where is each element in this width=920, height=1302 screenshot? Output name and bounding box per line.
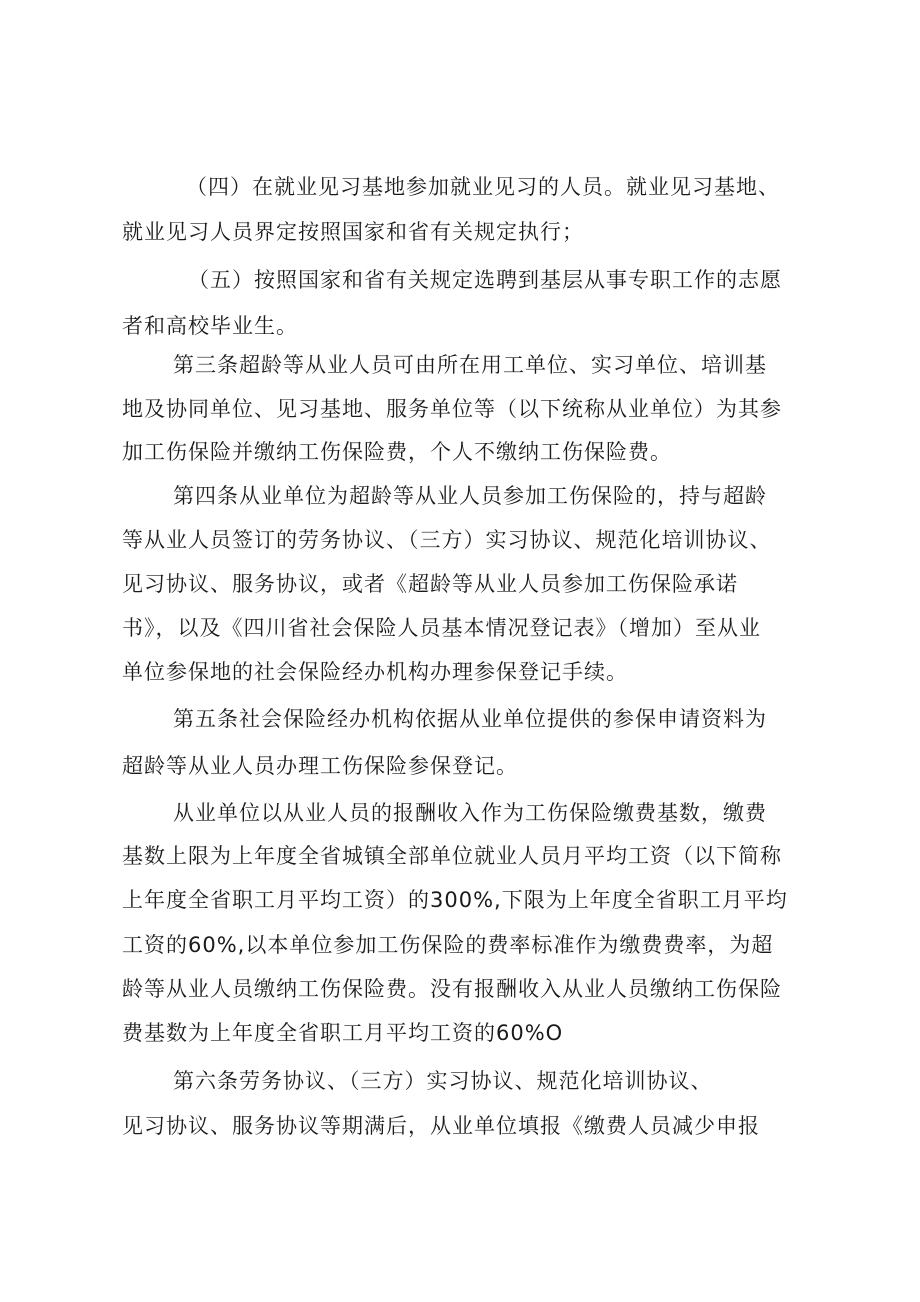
text-line: 龄等从业人员缴纳工伤保险费。没有报酬收入从业人员缴纳工伤保险 bbox=[122, 977, 782, 1001]
text-line: 工资的60%,以本单位参加工伤保险的费率标准作为缴费费率，为超 bbox=[122, 933, 774, 957]
text-line: 超龄等从业人员办理工伤保险参保登记。 bbox=[122, 754, 518, 778]
text-line: 见习协议、服务协议，或者《超龄等从业人员参加工伤保险承诺 bbox=[122, 572, 738, 596]
text-line: 地及协同单位、见习基地、服务单位等（以下统称从业单位）为其参 bbox=[122, 397, 782, 421]
text-line: （五）按照国家和省有关规定选聘到基层从事专职工作的志愿 bbox=[188, 268, 782, 292]
text-line: 费基数为上年度全省职工月平均工资的60%O bbox=[122, 1021, 564, 1045]
text-line: 者和高校毕业生。 bbox=[122, 314, 298, 338]
text-line: 等从业人员签订的劳务协议、（三方）实习协议、规范化培训协议、 bbox=[122, 528, 772, 552]
text-line: 从业单位以从业人员的报酬收入作为工伤保险缴费基数，缴费 bbox=[173, 801, 767, 825]
text-line: 第六条劳务协议、（三方）实习协议、规范化培训协议、 bbox=[173, 1069, 713, 1093]
text-line: 书》，以及《四川省社会保险人员基本情况登记表》（增加）至从业 bbox=[122, 616, 761, 640]
text-line: 加工伤保险并缴纳工伤保险费，个人不缴纳工伤保险费。 bbox=[122, 440, 672, 464]
text-line: 第三条超龄等从业人员可由所在用工单位、实习单位、培训基 bbox=[173, 353, 767, 377]
text-line: 第四条从业单位为超龄等从业人员参加工伤保险的，持与超龄 bbox=[173, 484, 767, 508]
text-line: 上年度全省职工月平均工资）的300%,下限为上年度全省职工月平均 bbox=[122, 888, 788, 912]
text-line: 单位参保地的社会保险经办机构办理参保登记手续。 bbox=[122, 660, 628, 684]
text-line: 第五条社会保险经办机构依据从业单位提供的参保申请资料为 bbox=[173, 707, 767, 731]
text-line: 基数上限为上年度全省城镇全部单位就业人员月平均工资（以下简称 bbox=[122, 844, 782, 868]
text-line: 就业见习人员界定按照国家和省有关规定执行； bbox=[122, 220, 584, 244]
text-line: （四）在就业见习基地参加就业见习的人员。就业见习基地、 bbox=[186, 175, 780, 199]
text-line: 见习协议、服务协议等期满后，从业单位填报《缴费人员减少申报 bbox=[122, 1114, 760, 1138]
